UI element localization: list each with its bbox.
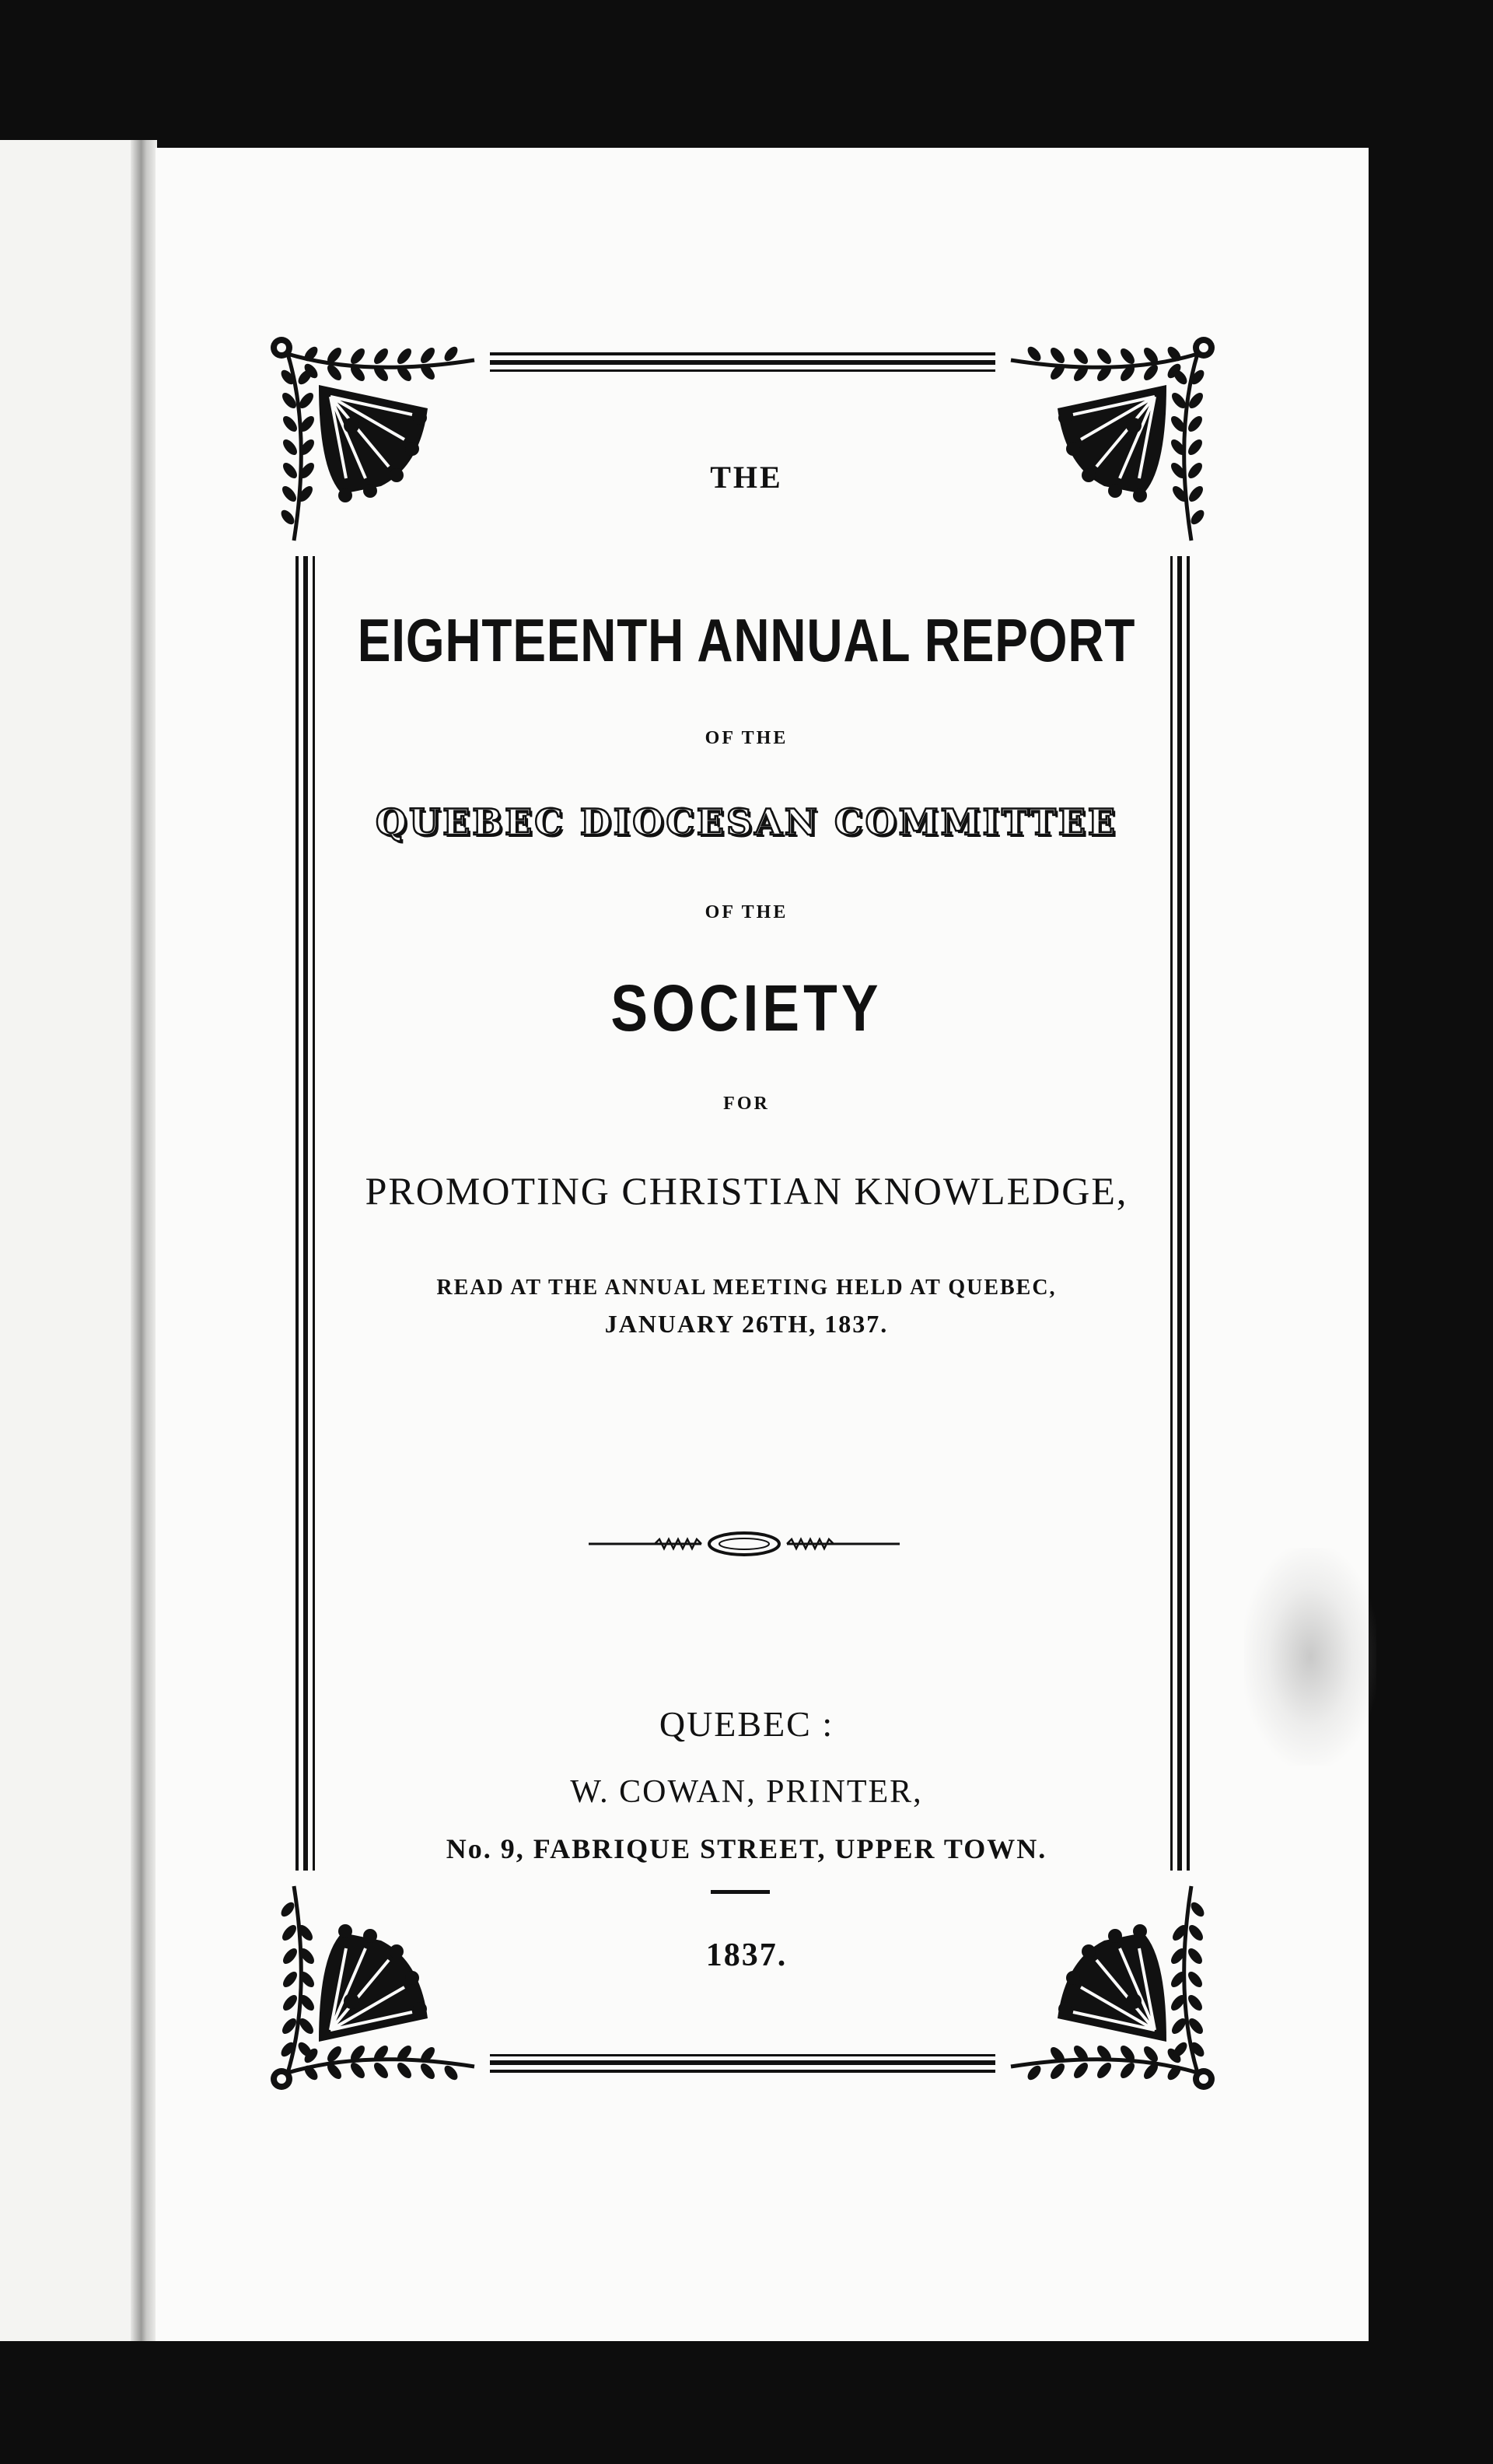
read-at-line: READ AT THE ANNUAL MEETING HELD AT QUEBEC, [436,1276,1057,1300]
imprint-place: QUEBEC : [659,1704,834,1744]
imprint-year: 1837. [705,1937,788,1973]
border-svg [264,331,1221,2096]
title-the: THE [710,460,783,495]
society-heading: SOCIETY [610,971,883,1045]
report-title: EIGHTEENTH ANNUAL REPORT [357,606,1136,674]
date-line: JANUARY 26TH, 1837. [604,1310,889,1338]
committee-name: QUEBEC DIOCESAN COMMITTEE [376,801,1117,843]
ornamental-border [264,331,1221,2096]
divider-ornament [585,1517,904,1575]
of-the-line: OF THE [705,728,788,748]
for-line: FOR [723,1094,770,1114]
imprint-rule [711,1890,770,1894]
imprint-printer: W. COWAN, PRINTER, [570,1774,923,1810]
promoting-line: PROMOTING CHRISTIAN KNOWLEDGE, [365,1169,1128,1213]
of-the-line-2: OF THE [705,902,788,922]
imprint-address: No. 9, FABRIQUE STREET, UPPER TOWN. [446,1833,1047,1864]
